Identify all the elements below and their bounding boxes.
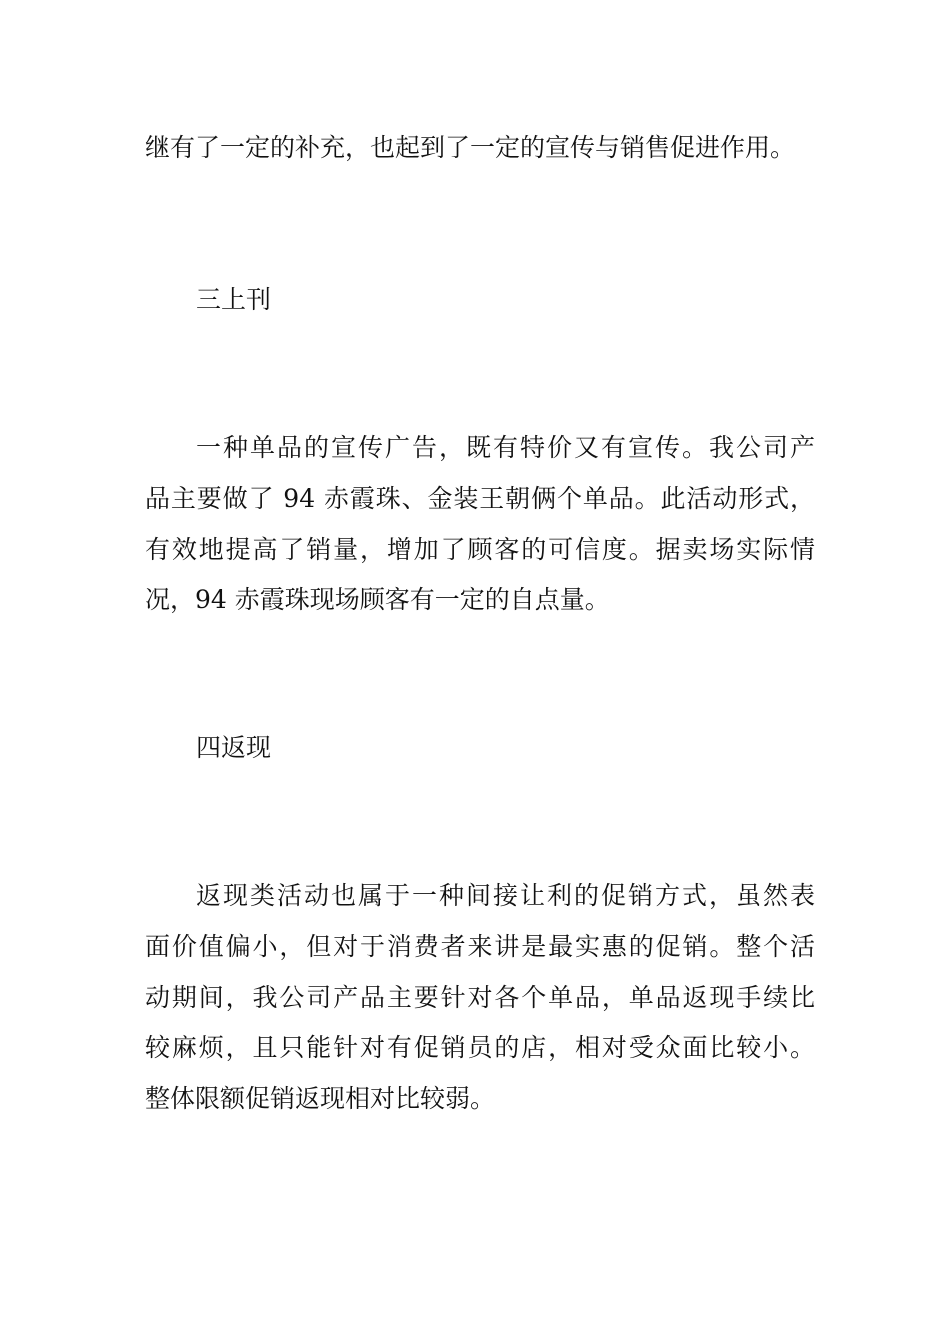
paragraph-line: 品主要做了 94 赤霞珠、金装王朝俩个单品。此活动形式， [145, 484, 815, 513]
paragraph-line: 面价值偏小，但对于消费者来讲是最实惠的促销。整个活 [145, 932, 815, 961]
paragraph-line: 动期间，我公司产品主要针对各个单品，单品返现手续比 [145, 983, 815, 1012]
paragraph-line: 较麻烦，且只能针对有促销员的店，相对受众面比较小。 [145, 1033, 815, 1062]
paragraph-line: 返现类活动也属于一种间接让利的促销方式，虽然表 [196, 881, 815, 910]
paragraph-line: 有效地提高了销量，增加了顾客的可信度。据卖场实际情 [145, 535, 815, 564]
section-heading-3: 三上刊 [196, 285, 272, 314]
paragraph-line: 况，94 赤霞珠现场顾客有一定的自点量。 [145, 585, 610, 614]
paragraph-line: 整体限额促销返现相对比较弱。 [145, 1084, 496, 1113]
section-heading-4: 四返现 [196, 733, 272, 762]
paragraph-line: 一种单品的宣传广告，既有特价又有宣传。我公司产 [196, 433, 815, 462]
paragraph-line: 继有了一定的补充，也起到了一定的宣传与销售促进作用。 [145, 133, 796, 162]
